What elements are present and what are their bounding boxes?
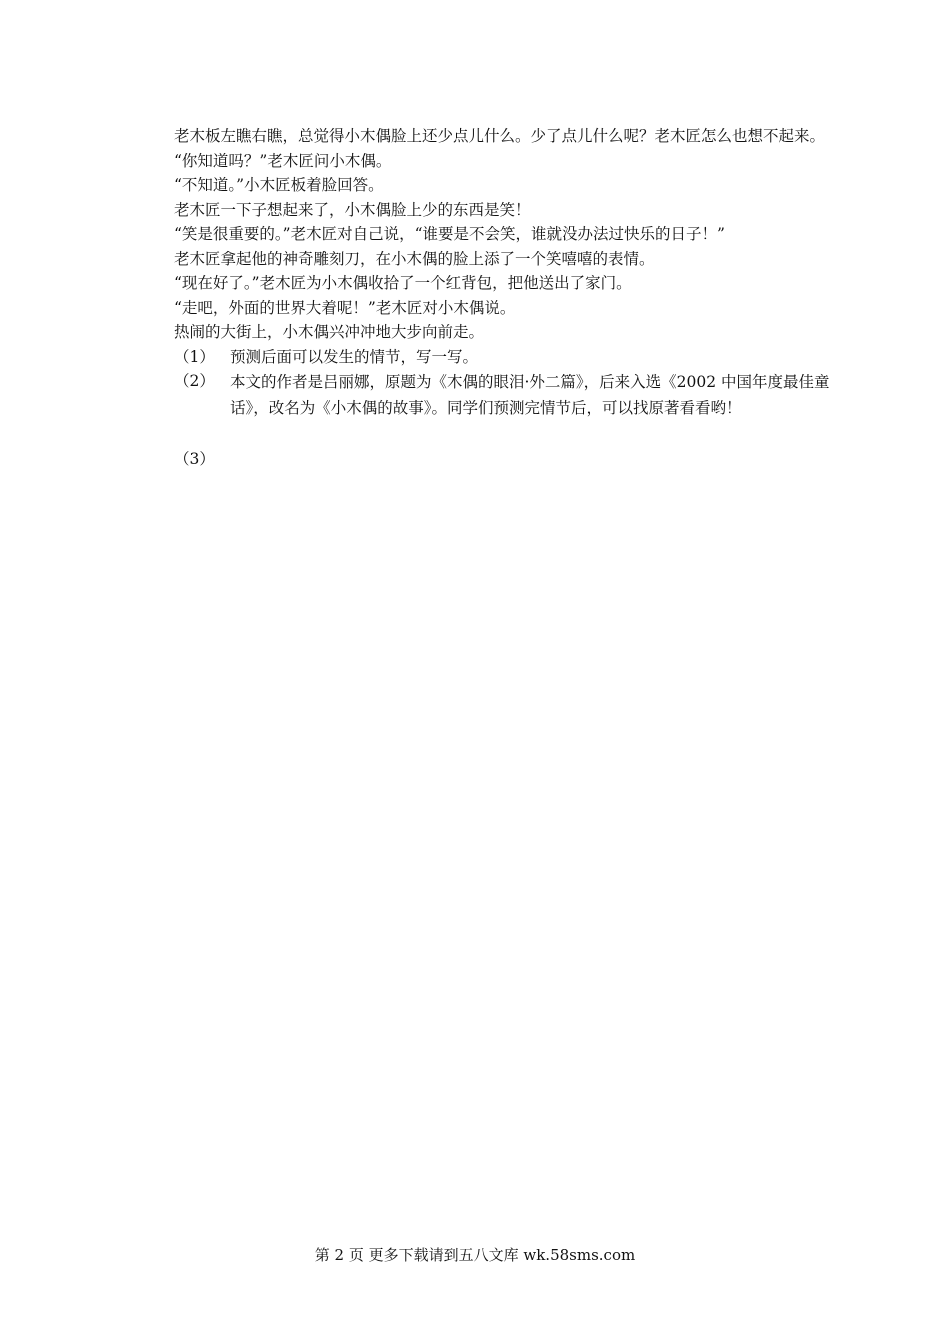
story-paragraph: “笑是很重要的。”老木匠对自己说，“谁要是不会笑，谁就没办法过快乐的日子！” bbox=[174, 225, 725, 243]
question-item bbox=[174, 345, 850, 370]
question-text: 本文的作者是吕丽娜，原题为《木偶的眼泪·外二篇》，后来入选《2002 中国年度最佳童话》，改名为《小木偶的故事》。同学们预测完情节后，可以找原著看看哟！ bbox=[230, 373, 830, 417]
question-number: （1） bbox=[174, 347, 215, 366]
story-paragraph: 老木板左瞧右瞧，总觉得小木偶脸上还少点儿什么。少了点儿什么呢？老木匠怎么也想不起来。 bbox=[174, 127, 826, 145]
story-content bbox=[174, 124, 850, 472]
question-number: （3） bbox=[174, 450, 215, 468]
story-paragraph: 热闹的大街上，小木偶兴冲冲地大步向前走。 bbox=[174, 323, 485, 341]
story-paragraph: “走吧，外面的世界大着呢！”老木匠对小木偶说。 bbox=[174, 298, 516, 317]
story-paragraph: “现在好了。”老木匠为小木偶收拾了一个红背包，把他送出了家门。 bbox=[174, 274, 632, 292]
question-number: （2） bbox=[174, 372, 215, 390]
story-paragraph: 老木匠一下子想起来了，小木偶脸上少的东西是笑！ bbox=[174, 200, 531, 219]
story-paragraph: 老木匠拿起他的神奇雕刻刀，在小木偶的脸上添了一个笑嘻嘻的表情。 bbox=[174, 249, 655, 268]
story-paragraph: “你知道吗？”老木匠问小木偶。 bbox=[174, 151, 392, 170]
question-item bbox=[174, 447, 850, 472]
question-text: 预测后面可以发生的情节，写一写。 bbox=[230, 347, 479, 366]
question-item bbox=[174, 369, 850, 421]
story-paragraph: “不知道。”小木匠板着脸回答。 bbox=[174, 176, 384, 194]
page-footer: 第 2 页 更多下载请到五八文库 wk.58sms.com bbox=[314, 1246, 636, 1264]
